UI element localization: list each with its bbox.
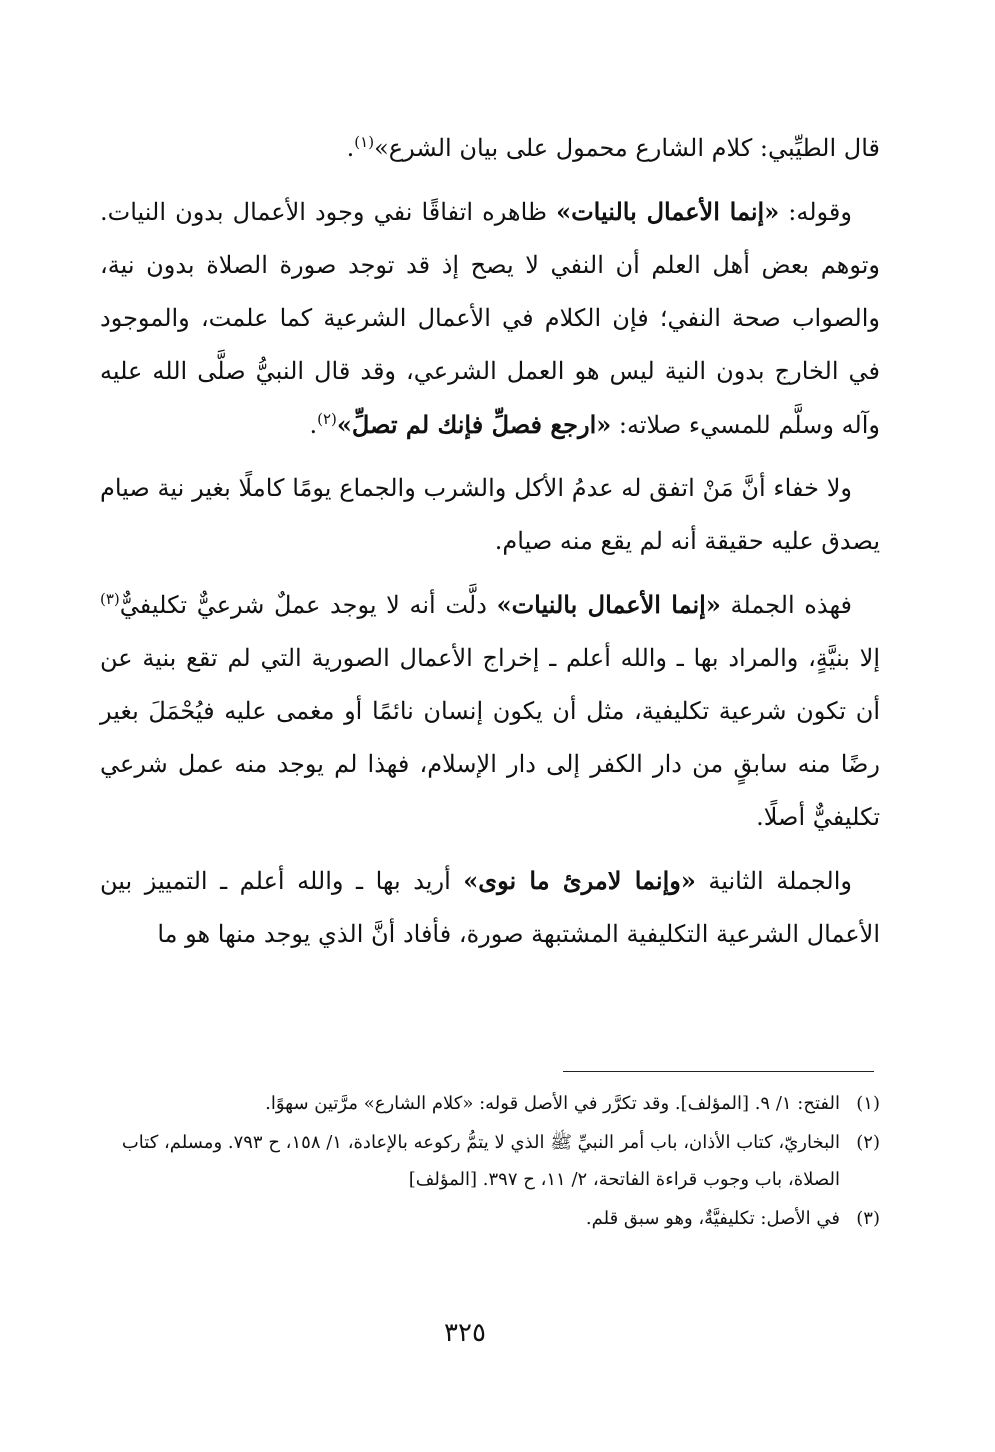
footnote-text: البخاريّ، كتاب الأذان، باب أمر النبيِّ ﷺ الذي لا يتمُّ ركوعه بالإعادة، ١/ ١٥٨، ح ٧٩٣. ومسلم، كتاب الصلاة، باب وجوب قراءة الفاتحة، ٢/ ١١، ح ٣٩٧. [المؤلف] xyxy=(121,1132,840,1190)
paragraph-4 xyxy=(100,578,880,844)
hadith-quote: «ارجع فصلِّ فإنك لم تصلِّ» xyxy=(336,410,612,439)
hadith-quote: «إنما الأعمال بالنيات» xyxy=(556,197,780,226)
footnote-text: الفتح: ١/ ٩. [المؤلف]. وقد تكرَّر في الأصل قوله: «كلام الشارع» مرَّتين سهوًا. xyxy=(265,1093,840,1114)
footnote-number: (٣) xyxy=(856,1208,880,1229)
hadith-quote: «إنما الأعمال بالنيات» xyxy=(496,590,721,619)
paragraph-2 xyxy=(100,185,880,452)
footnote-2 xyxy=(100,1124,880,1198)
footnote-number: (٢) xyxy=(856,1132,880,1153)
paragraph-text: دلَّت أنه لا يوجد عملٌ شرعيٌّ تكليفيٌّ xyxy=(119,591,497,619)
paragraph-text: فهذه الجملة xyxy=(720,591,853,619)
paragraph-text: والجملة الثانية xyxy=(695,867,852,895)
footnote-ref-3: (٣) xyxy=(100,590,120,608)
paragraph-text: ولا خفاء أنَّ مَنْ اتفق له عدمُ الأكل والشرب والجماع يومًا كاملًا بغير نية صيام يصدق عليه حقيقة أنه لم يقع منه صيام. xyxy=(100,474,880,555)
paragraph-text: وقوله: xyxy=(779,198,852,226)
footnote-text: في الأصل: تكليفيَّةٌ، وهو سبق قلم. xyxy=(585,1208,840,1229)
paragraph-text: إلا بنيَّةٍ، والمراد بها ـ والله أعلم ـ إخراج الأعمال الصورية التي لم تقع بنية عن أن تكون شرعية تكليفية، مثل أن يكون إنسان نائمًا أو مغمى عليه فيُحْمَلَ بغير رضًا منه سابقٍ من دار الكفر إلى دار الإسلام، فهذا لم يوجد منه عمل شرعي تكليفيٌّ أصلًا. xyxy=(100,644,880,831)
paragraph-1 xyxy=(100,122,880,175)
paragraph-text: قال الطيِّبي: كلام الشارع محمول على بيان الشرع» xyxy=(374,134,880,162)
main-text xyxy=(100,122,880,971)
paragraph-text: ظاهره اتفاقًا نفي وجود الأعمال بدون النيات. وتوهم بعض أهل العلم أن النفي لا يصح إذ قد توجد صورة الصلاة بدون نية، والصواب صحة النفي؛ فإن الكلام في الأعمال الشرعية كما علمت، والموجود في الخارج بدون النية ليس هو العمل الشرعي، وقد قال النبيُّ صلَّى الله عليه وآله وسلَّم للمسيء صلاته: xyxy=(100,198,881,439)
footnote-number: (١) xyxy=(856,1093,880,1114)
paragraph-text: أريد بها ـ والله أعلم ـ التمييز بين الأعمال الشرعية التكليفية المشتبهة صورة، فأفاد أنَّ الذي يوجد منها هو ما xyxy=(100,867,880,948)
paragraph-3 xyxy=(100,462,880,568)
page-number: ٣٢٥ xyxy=(444,1318,486,1348)
footnote-1 xyxy=(100,1085,880,1122)
paragraph-text: . xyxy=(309,411,318,439)
hadith-quote: «وإنما لامرئ ما نوى» xyxy=(463,866,696,895)
footnotes xyxy=(100,1085,880,1239)
footnote-divider xyxy=(563,1071,874,1072)
paragraph-5 xyxy=(100,854,880,961)
paragraph-text: . xyxy=(346,134,355,162)
footnote-ref-2: (٢) xyxy=(317,410,337,428)
footnote-ref-1: (١) xyxy=(354,133,375,151)
footnote-3 xyxy=(100,1200,880,1237)
